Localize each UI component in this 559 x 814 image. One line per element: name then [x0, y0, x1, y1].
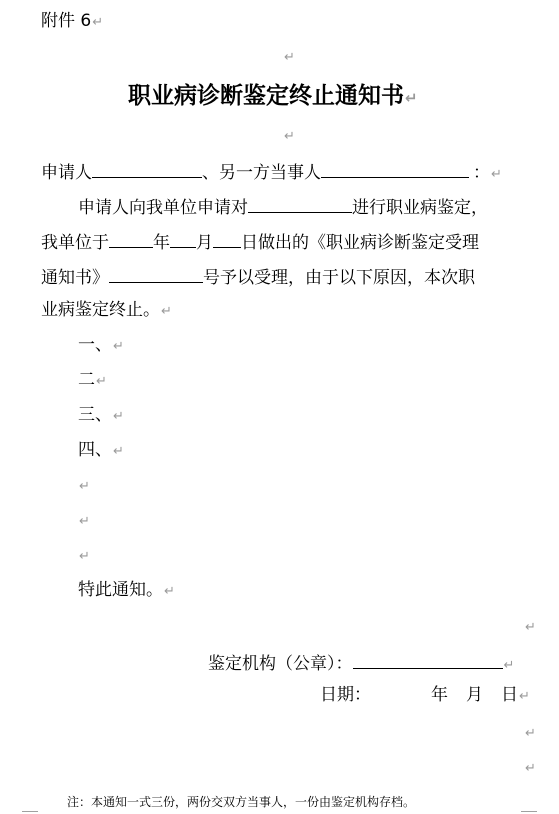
return-mark-icon: ↵ [92, 15, 104, 30]
month-blank [170, 229, 196, 248]
reason-item-1: 一、↵ [78, 335, 124, 355]
return-mark-icon: ↵ [405, 89, 418, 107]
empty-paragraph [524, 757, 536, 776]
closing-text: 特此通知。↵ [78, 580, 175, 600]
empty-paragraph [78, 474, 90, 498]
return-mark-icon: ↵ [113, 339, 124, 354]
return-mark-icon: ↵ [79, 514, 90, 529]
page-corner-mark-right [521, 811, 537, 812]
footnote: 注：本通知一式三份，两份交双方当事人，一份由鉴定机构存档。 [67, 795, 416, 809]
return-mark-icon: ↵ [525, 726, 536, 741]
paragraph-line-3: 通知书》 号予以受理，由于以下原因，本次职 [41, 264, 475, 289]
year-blank [109, 229, 153, 248]
reason-item-3: 三、↵ [78, 405, 124, 425]
empty-paragraph [283, 125, 295, 144]
document-title: 职业病诊断鉴定终止通知书↵ [128, 83, 418, 109]
empty-paragraph [78, 544, 90, 568]
return-mark-icon: ↵ [96, 374, 107, 389]
attachment-label: 附件 6↵ [41, 11, 104, 31]
reason-item-4: 四、↵ [78, 440, 124, 460]
return-mark-icon: ↵ [525, 620, 536, 635]
signature-organization: 鉴定机构（公章）： ↵ [208, 650, 514, 677]
subject-blank [248, 194, 352, 213]
paragraph-line-1: 申请人向我单位申请对 进行职业病鉴定， [78, 194, 488, 219]
parties-line: 申请人 、另一方当事人 ：↵ [41, 159, 502, 186]
return-mark-icon: ↵ [161, 304, 172, 319]
day-blank [213, 229, 241, 248]
paragraph-line-4: 业病鉴定终止。↵ [41, 300, 172, 320]
return-mark-icon: ↵ [79, 479, 90, 494]
return-mark-icon: ↵ [164, 584, 175, 599]
return-mark-icon: ↵ [525, 761, 536, 776]
signature-date: 日期： 年 月 日↵ [320, 685, 530, 705]
return-mark-icon: ↵ [284, 50, 295, 65]
other-party-blank [321, 159, 469, 178]
reason-item-2: 二↵ [78, 370, 107, 390]
return-mark-icon: ↵ [79, 549, 90, 564]
return-mark-icon: ↵ [503, 658, 515, 673]
seal-blank [353, 650, 503, 669]
empty-paragraph [524, 616, 536, 635]
applicant-blank [92, 159, 202, 178]
empty-paragraph [283, 46, 295, 65]
number-blank [109, 264, 203, 283]
return-mark-icon: ↵ [113, 409, 124, 424]
return-mark-icon: ↵ [491, 167, 502, 182]
return-mark-icon: ↵ [284, 129, 295, 144]
page-corner-mark-left [22, 811, 38, 812]
empty-paragraph [524, 722, 536, 741]
paragraph-line-2: 我单位于 年 月 日做出的《职业病诊断鉴定受理 [41, 229, 479, 254]
return-mark-icon: ↵ [519, 689, 530, 704]
return-mark-icon: ↵ [113, 444, 124, 459]
empty-paragraph [78, 509, 90, 533]
